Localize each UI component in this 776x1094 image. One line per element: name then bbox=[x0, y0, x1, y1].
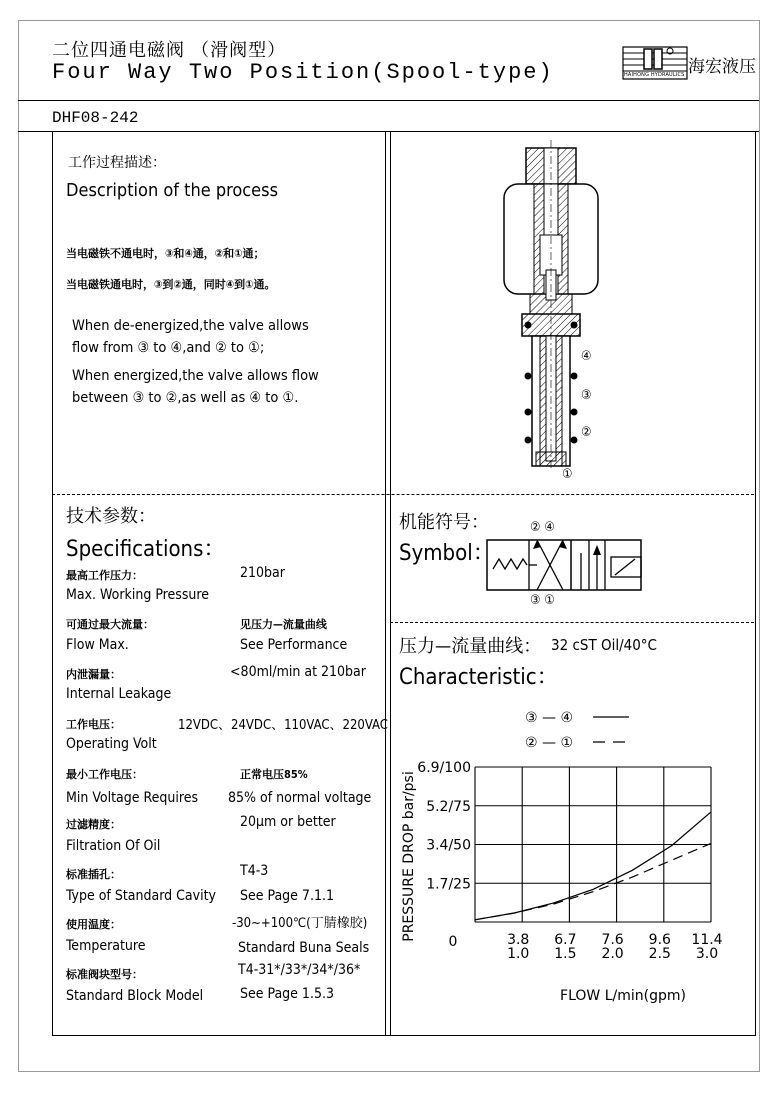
x-tick-label-top: 11.4 bbox=[691, 932, 723, 948]
spec-label-cn: 内泄漏量： bbox=[66, 668, 121, 681]
row-divider bbox=[52, 494, 754, 495]
spec-label-cn: 最小工作电压： bbox=[66, 768, 143, 781]
spec-label-cn: 使用温度： bbox=[66, 918, 121, 931]
process-line-en-1: When de-energized,the valve allows bbox=[72, 318, 309, 334]
spec-label-en: Operating Volt bbox=[66, 736, 157, 752]
spec-value: T4-3 bbox=[240, 863, 269, 879]
spec-label-en: Temperature bbox=[66, 938, 146, 954]
valve-drawing-icon bbox=[490, 140, 630, 485]
x-tick-label-top: 3.8 bbox=[507, 932, 530, 948]
port-label-4: ④ bbox=[581, 349, 592, 364]
pressure-flow-chart bbox=[395, 695, 755, 1015]
x-tick-label-top: 7.6 bbox=[601, 932, 624, 948]
valve-cross-section bbox=[490, 140, 630, 485]
spec-label-cn: 过滤精度： bbox=[66, 818, 121, 831]
title-chinese: 二位四通电磁阀 （滑阀型） bbox=[52, 40, 287, 61]
process-line-en-2: flow from ③ to ④,and ② to ①; bbox=[72, 340, 265, 356]
characteristic-heading-cn: 压力—流量曲线： bbox=[399, 636, 542, 657]
y-tick-label: 5.2/75 bbox=[426, 798, 471, 815]
spec-heading-en: Specifications： bbox=[66, 537, 226, 562]
valve-symbol bbox=[485, 535, 645, 595]
x-tick-label-bottom: 1.0 bbox=[507, 946, 530, 962]
y-tick-label: 1.7/25 bbox=[426, 876, 471, 893]
spec-label-cn: 标准阀块型号： bbox=[66, 968, 143, 981]
port-label-1: ① bbox=[562, 467, 573, 482]
symbol-top-ports: ② ④ bbox=[530, 520, 555, 535]
process-heading-en: Description of the process bbox=[66, 180, 279, 201]
process-heading-cn: 工作过程描述： bbox=[68, 155, 166, 171]
spec-value: 210bar bbox=[240, 565, 285, 581]
x-axis-label: FLOW L/min(gpm) bbox=[560, 988, 686, 1004]
spec-value: T4-31*/33*/34*/36* bbox=[238, 962, 361, 978]
brand-chinese: 海宏液压 bbox=[688, 57, 756, 77]
column-divider-2 bbox=[390, 131, 391, 1035]
spec-value-2: 85% of normal voltage bbox=[228, 790, 372, 806]
spec-value: -30~+100℃(丁腈橡胶) bbox=[232, 916, 368, 931]
process-line-cn-2: 当电磁铁通电时，③到②通，同时④到①通。 bbox=[66, 278, 276, 291]
legend-label: ③ — ④ bbox=[525, 710, 574, 726]
x-origin-label: 0 bbox=[448, 934, 458, 950]
spec-label-en: Filtration Of Oil bbox=[66, 838, 161, 854]
four-way-valve-symbol-icon bbox=[485, 535, 645, 595]
characteristic-heading-en: Characteristic： bbox=[399, 665, 559, 690]
series-line-1 bbox=[475, 812, 711, 920]
x-tick-label-top: 6.7 bbox=[554, 932, 577, 948]
y-tick-label: 3.4/50 bbox=[426, 837, 471, 854]
x-tick-label-bottom: 2.5 bbox=[648, 946, 671, 962]
spec-label-cn: 最高工作压力： bbox=[66, 569, 143, 582]
header-divider bbox=[18, 100, 759, 101]
spec-label-cn: 可通过最大流量： bbox=[66, 618, 154, 631]
x-tick-label-bottom: 1.5 bbox=[554, 946, 577, 962]
spec-label-en: Min Voltage Requires bbox=[66, 790, 199, 806]
spec-value: 正常电压85% bbox=[240, 768, 308, 781]
spec-value: 12VDC、24VDC、110VAC、220VAC bbox=[178, 718, 388, 733]
spec-value: 见压力—流量曲线 bbox=[240, 618, 327, 631]
spec-label-en: Type of Standard Cavity bbox=[66, 888, 216, 904]
spec-value-2: See Performance bbox=[240, 637, 348, 653]
flow-chart bbox=[395, 695, 755, 1015]
symbol-divider bbox=[390, 622, 754, 623]
model-number: DHF08-242 bbox=[52, 109, 139, 127]
port-label-2: ② bbox=[581, 425, 592, 440]
x-tick-label-top: 9.6 bbox=[648, 932, 671, 948]
spec-value-2: See Page 1.5.3 bbox=[240, 986, 334, 1002]
spec-value-2: See Page 7.1.1 bbox=[240, 888, 334, 904]
process-line-cn-1: 当电磁铁不通电时，③和④通，②和①通； bbox=[66, 247, 265, 260]
spec-heading-cn: 技术参数： bbox=[66, 506, 156, 527]
spec-label-cn: 工作电压： bbox=[66, 718, 121, 731]
spec-value-2: Standard Buna Seals bbox=[238, 940, 370, 956]
spec-label-en: Internal Leakage bbox=[66, 686, 172, 702]
y-axis-label: PRESSURE DROP bar/psi bbox=[401, 771, 417, 942]
process-line-en-4: between ③ to ②,as well as ④ to ①. bbox=[72, 390, 299, 406]
y-tick-label: 6.9/100 bbox=[417, 760, 471, 776]
column-divider bbox=[385, 131, 386, 1035]
spec-value-2: <80ml/min at 210bar bbox=[230, 664, 366, 680]
spec-label-en: Standard Block Model bbox=[66, 988, 204, 1004]
process-line-en-3: When energized,the valve allows flow bbox=[72, 368, 319, 384]
title-english: Four Way Two Position(Spool-type) bbox=[52, 60, 554, 85]
spec-label-en: Flow Max. bbox=[66, 637, 129, 653]
legend-label: ② — ① bbox=[525, 735, 574, 751]
port-label-3: ③ bbox=[581, 388, 592, 403]
spec-value: 20μm or better bbox=[240, 814, 336, 830]
brand-english: HAIHONG HYDRAULICS bbox=[624, 72, 685, 78]
x-tick-label-bottom: 2.0 bbox=[601, 946, 624, 962]
symbol-bottom-ports: ③ ① bbox=[530, 593, 555, 608]
symbol-heading-en: Symbol： bbox=[399, 541, 495, 566]
oil-condition: 32 cST Oil/40°C bbox=[551, 636, 657, 654]
spec-label-en: Max. Working Pressure bbox=[66, 587, 210, 603]
spec-label-cn: 标准插孔： bbox=[66, 868, 121, 881]
symbol-heading-cn: 机能符号： bbox=[399, 512, 489, 533]
x-tick-label-bottom: 3.0 bbox=[695, 946, 719, 962]
series-line-2 bbox=[475, 843, 711, 919]
